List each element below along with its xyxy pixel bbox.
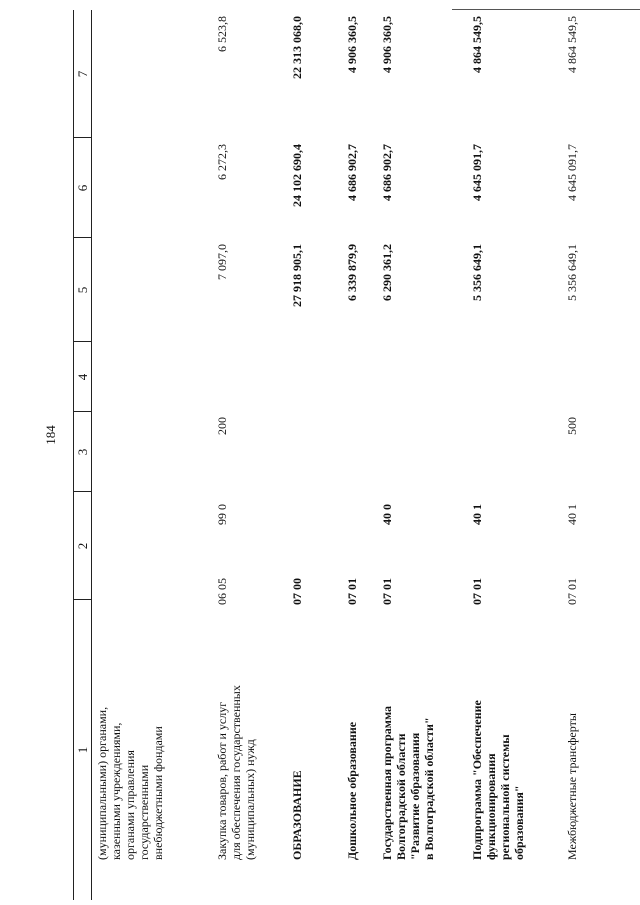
row-name-line: ОБРАЗОВАНИЕ (290, 770, 304, 860)
row-name-line: Межбюджетные трансферты (565, 713, 579, 860)
cell-col-2: 07 00 (290, 578, 304, 605)
row-name-line: Дошкольное образование (345, 721, 359, 860)
cell-col-5: 5 356 649,1 (565, 244, 579, 301)
column-header: 1 (75, 746, 90, 754)
cell-col-5: 7 097,0 (215, 244, 229, 280)
cell-col-7: 22 313 068,0 (290, 16, 304, 79)
row-name-line: (муниципальными) органами, (95, 706, 109, 860)
row-name (290, 770, 304, 860)
row-name (95, 707, 165, 860)
cell-col-7: 4 864 549,5 (565, 16, 579, 73)
cell-col-5: 27 918 905,1 (290, 244, 304, 307)
row-name (470, 700, 526, 860)
row-name (215, 685, 257, 860)
row-name-line: внебюджетными фондами (151, 726, 165, 860)
cell-col-7: 4 864 549,5 (470, 16, 484, 73)
row-name-line: региональной системы (498, 734, 512, 860)
row-name-line: Волгоградской области (394, 733, 408, 860)
cell-col-6: 6 272,3 (215, 144, 229, 180)
cell-col-4: 200 (215, 417, 229, 435)
row-name-line: функционирования (484, 753, 498, 860)
row-name (565, 713, 579, 860)
cell-col-6: 4 645 091,7 (565, 144, 579, 201)
cell-col-2: 07 01 (565, 578, 579, 605)
cell-col-7: 4 906 360,5 (345, 16, 359, 73)
row-name (380, 706, 436, 860)
column-header: 7 (75, 70, 90, 78)
row-name (345, 722, 359, 860)
column-header: 6 (75, 184, 90, 192)
header-bottom-rule (91, 10, 92, 900)
column-header: 5 (75, 286, 90, 294)
cell-col-5: 5 356 649,1 (470, 244, 484, 301)
page-number: 184 (43, 425, 58, 445)
cell-col-6: 4 686 902,7 (345, 144, 359, 201)
cell-col-7: 4 906 360,5 (380, 16, 394, 73)
cell-col-4: 500 (565, 417, 579, 435)
row-name-line: казенными учреждениями, (109, 722, 123, 860)
cell-col-3: 40 0 (380, 504, 394, 525)
row-name-line: органами управления (123, 750, 137, 860)
cell-col-6: 24 102 690,4 (290, 144, 304, 207)
column-header: 3 (75, 448, 90, 456)
row-name-line: Закупка товаров, работ и услуг (215, 701, 229, 860)
row-name-line: "Развитие образования (408, 732, 422, 860)
row-name-line: для обеспечения государственных (229, 685, 243, 860)
cell-col-6: 4 686 902,7 (380, 144, 394, 201)
cell-col-2: 07 01 (345, 578, 359, 605)
cell-col-3: 99 0 (215, 504, 229, 525)
row-name-line: государственными (137, 764, 151, 860)
cell-col-5: 6 339 879,9 (345, 244, 359, 301)
cell-col-6: 4 645 091,7 (470, 144, 484, 201)
cell-col-3: 40 1 (565, 504, 579, 525)
cell-col-2: 07 01 (380, 578, 394, 605)
header-top-rule (73, 10, 74, 900)
column-header: 2 (75, 542, 90, 550)
cell-col-5: 6 290 361,2 (380, 244, 394, 301)
row-name-line: Подпрограмма "Обеспечение (470, 700, 484, 860)
cell-col-7: 6 523,8 (215, 16, 229, 52)
cell-col-2: 06 05 (215, 578, 229, 605)
row-name-line: Государственная программа (380, 705, 394, 860)
row-name-line: (муниципальных) нужд (243, 739, 257, 860)
cell-col-3: 40 1 (470, 504, 484, 525)
column-header: 4 (75, 373, 90, 381)
cell-col-2: 07 01 (470, 578, 484, 605)
row-name-line: образования" (512, 785, 526, 860)
row-name-line: в Волгоградской области" (422, 717, 436, 860)
